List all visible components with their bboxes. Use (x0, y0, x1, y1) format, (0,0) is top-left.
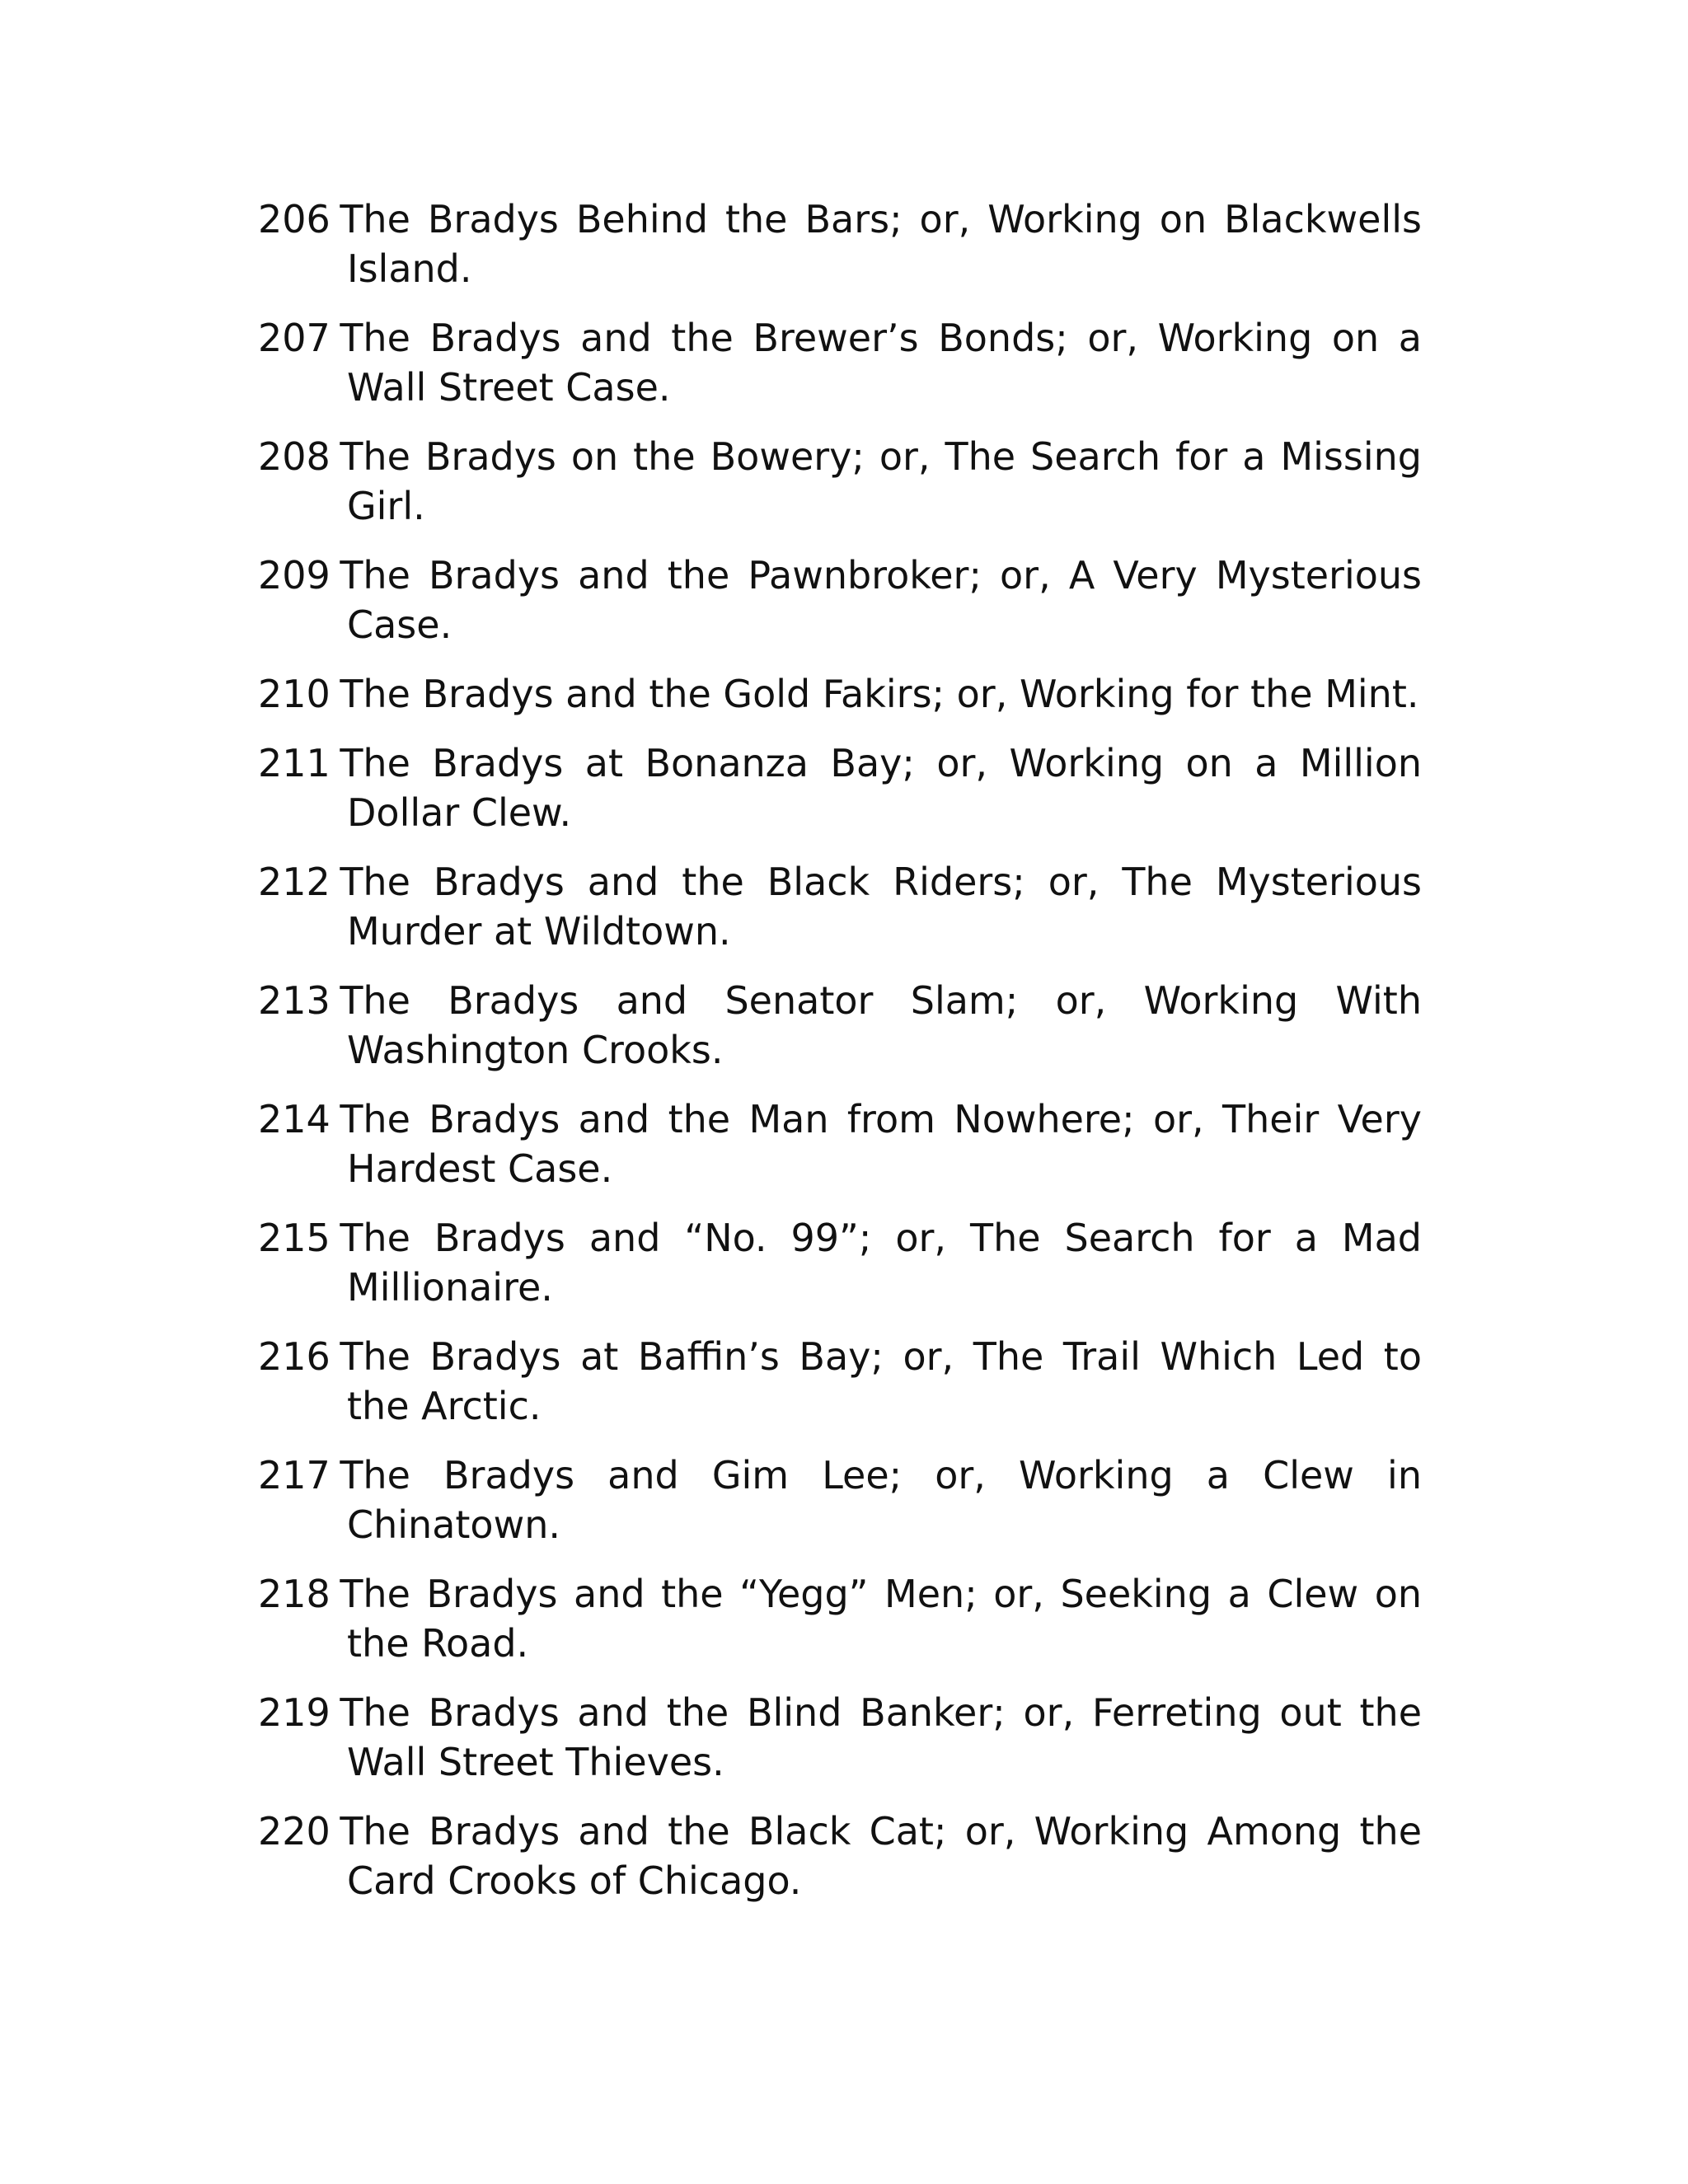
entry-title: The Bradys and the Blind Banker; or, Ferreting out the Wall Street Thieves. (340, 1690, 1422, 1784)
list-item (258, 1569, 1422, 1668)
entry-number: 215 (258, 1216, 331, 1260)
list-item (258, 1332, 1422, 1431)
entry-number: 208 (258, 434, 331, 479)
entry-title: The Bradys and the Pawnbroker; or, A Very Mysterious Case. (340, 553, 1422, 647)
entry-number: 209 (258, 553, 331, 598)
list-item (258, 1213, 1422, 1312)
entry-title: The Bradys and Gim Lee; or, Working a Clew in Chinatown. (340, 1453, 1422, 1547)
entry-title: The Bradys at Baffin’s Bay; or, The Trail Which Led to the Arctic. (340, 1334, 1422, 1428)
entry-title: The Bradys and the Black Cat; or, Working Among the Card Crooks of Chicago. (340, 1809, 1422, 1903)
entry-number: 210 (258, 672, 331, 716)
list-item (258, 1807, 1422, 1905)
list-item (258, 857, 1422, 956)
list-item (258, 194, 1422, 293)
entry-number: 206 (258, 197, 331, 241)
list-item (258, 1094, 1422, 1193)
entry-title: The Bradys and Senator Slam; or, Working With Washington Crooks. (340, 978, 1422, 1072)
list-item (258, 976, 1422, 1075)
entry-number: 216 (258, 1334, 331, 1379)
list-item (258, 738, 1422, 837)
entry-title: The Bradys and the Man from Nowhere; or, Their Very Hardest Case. (340, 1097, 1422, 1191)
entry-number: 217 (258, 1453, 331, 1497)
entry-number: 219 (258, 1690, 331, 1735)
entry-number: 211 (258, 741, 331, 785)
entry-number: 214 (258, 1097, 331, 1141)
entry-number: 218 (258, 1572, 331, 1616)
entry-title: The Bradys and the “Yegg” Men; or, Seeking a Clew on the Road. (340, 1572, 1422, 1666)
entry-number: 213 (258, 978, 331, 1023)
list-item (258, 313, 1422, 412)
list-item (258, 551, 1422, 649)
entry-title: The Bradys and “No. 99”; or, The Search for a Mad Millionaire. (340, 1216, 1422, 1310)
entry-title: The Bradys Behind the Bars; or, Working on Blackwells Island. (340, 197, 1422, 291)
entry-number: 212 (258, 860, 331, 904)
title-list (258, 194, 1422, 1925)
list-item (258, 432, 1422, 531)
entry-number: 220 (258, 1809, 331, 1854)
entry-title: The Bradys at Bonanza Bay; or, Working on a Million Dollar Clew. (340, 741, 1422, 835)
entry-title: The Bradys and the Black Riders; or, The Mysterious Murder at Wildtown. (340, 860, 1422, 954)
list-item (258, 1688, 1422, 1787)
entry-title: The Bradys on the Bowery; or, The Search for a Missing Girl. (340, 434, 1422, 528)
entry-number: 207 (258, 316, 331, 360)
entry-title: The Bradys and the Gold Fakirs; or, Working for the Mint. (340, 672, 1419, 716)
list-item (258, 669, 1422, 719)
entry-title: The Bradys and the Brewer’s Bonds; or, Working on a Wall Street Case. (340, 316, 1422, 410)
list-item (258, 1451, 1422, 1549)
